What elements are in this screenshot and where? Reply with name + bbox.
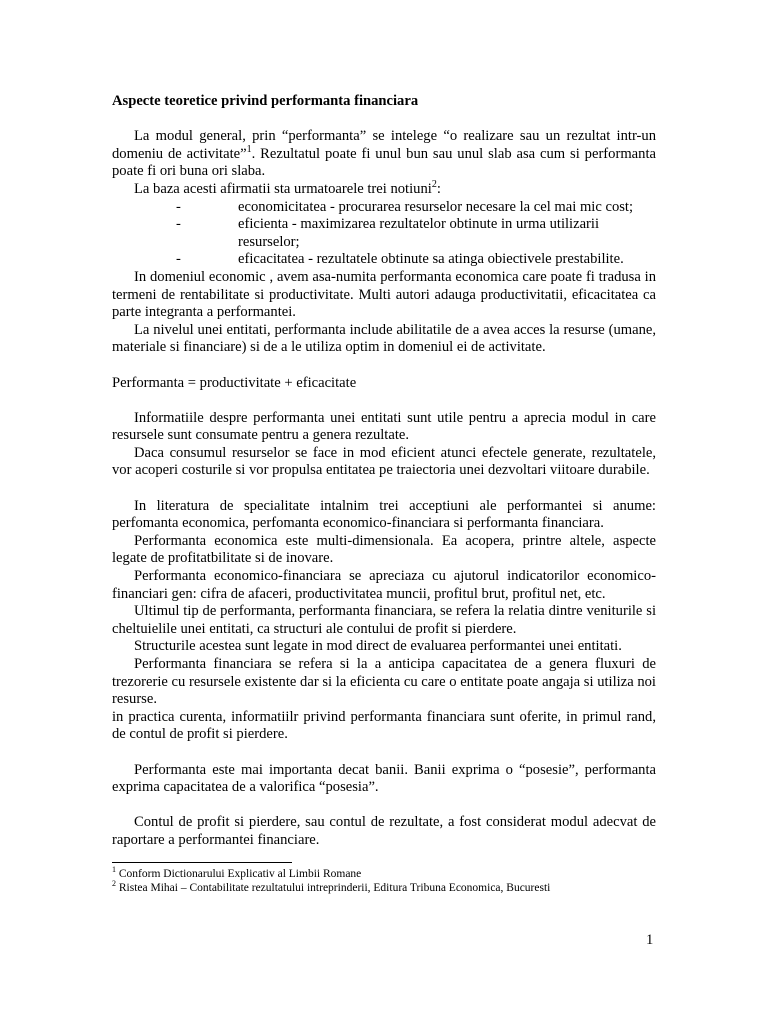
paragraph-1: La modul general, prin “performanta” se intelege “o realizare sau un rezultat intr-un domeniu de activitate”$^1$. Rezultatul poate fi unul bun sau unul slab asa cum si performanta poate fi ori buna ori slaba.: [112, 128, 656, 180]
paragraph-10: Ultimul tip de performanta, performanta financiara, se refera la relatia dintre veniturile si cheltuielile unei entitati, ca structuri ale contului de profit si pierdere.: [112, 603, 656, 637]
paragraph-4: La nivelul unei entitati, performanta include abilitatile de a avea acces la resurse (umane, materiale si financiare) si de a le utiliza optim in domeniul ei de activitate.: [112, 321, 656, 356]
paragraph-13: in practica curenta, informatiilr privind performanta financiara sunt oferite, in primul rand, de contul de profit si pierdere.: [112, 708, 656, 743]
paragraph-9: Performanta economico-financiara se apreciaza cu ajutorul indicatorilor economico-financiari gen: cifra de afaceri, productivitatea muncii, profitul brut, profitul net, etc.: [112, 568, 656, 602]
paragraph-11: Structurile acestea sunt legate in mod direct de evaluarea performantei unei entitati.: [134, 638, 622, 655]
formula-line: Performanta = productivitate + eficacitate: [112, 374, 357, 391]
paragraph-3: In domeniul economic , avem asa-numita performanta economica care poate fi tradusa in termeni de rentabilitate si productivitate. Multi autori adauga productivitatii, eficacitatea ca parte integranta a performantei.: [112, 268, 656, 321]
footnote-ref-1[interactable]: 1: [246, 143, 252, 155]
paragraph-8: Performanta economica este multi-dimensionala. Ea acopera, printre altele, aspecte legate de profitatbilitate si de inovare.: [112, 532, 656, 567]
paragraph-14: Performanta este mai importanta decat banii. Banii exprima o “posesie”, performanta exprima capacitatea de a valorifica “posesia”.: [112, 761, 656, 796]
footnote-2: $^2$ Ristea Mihai – Contabilitate rezultatului intreprinderii, Editura Tribuna Economica, Bucuresti: [112, 879, 551, 894]
page-number: 1: [646, 932, 654, 948]
notions-list: [112, 199, 656, 269]
list-item: - eficacitatea - rezultatele obtinute sa atinga obiectivele prestabilite.: [176, 251, 624, 268]
list-item: - eficienta - maximizarea rezultatelor obtinute in urma utilizarii resurselor;: [176, 216, 600, 250]
paragraph-15: Contul de profit si pierdere, sau contul de rezultate, a fost considerat modul adecvat de raportare a performantei financiare.: [112, 814, 656, 848]
list-item: - economicitatea - procurarea resurselor necesare la cel mai mic cost;: [176, 198, 634, 215]
footnote-ref-2[interactable]: 2: [431, 179, 437, 191]
paragraph-5: Informatiile despre performanta unei entitati sunt utile pentru a aprecia modul in care resursele sunt consumate pentru a genera rezultate.: [112, 409, 656, 444]
paragraph-7: In literatura de specialitate intalnim trei acceptiuni ale performantei si anume: perfomanta economica, perfomanta economico-financiara si performanta financiara.: [112, 497, 656, 532]
footnotes: [112, 867, 656, 895]
paragraph-6: Daca consumul resurselor se face in mod eficient atunci efectele generate, rezultatele, vor acoperi costurile si vor propulsa entitatea pe traiectoria unei dezvoltari viitoare durabile.: [112, 444, 656, 479]
paragraph-12: Performanta financiara se refera si la a anticipa capacitatea de a genera fluxuri de trezorerie cu resursele existente dar si la eficienta cu care o entitate poate angaja si utiliza noi resurse.: [112, 656, 656, 708]
footnote-separator: [112, 862, 292, 863]
footnote-1: $^1$ Conform Dictionarului Explicativ al Limbii Romane: [112, 865, 362, 880]
paragraph-2: La baza acesti afirmatii sta urmatoarele trei notiuni$^2$:: [134, 179, 441, 197]
page-title: Aspecte teoretice privind performanta financiara: [112, 93, 419, 109]
body-text: [112, 93, 656, 850]
